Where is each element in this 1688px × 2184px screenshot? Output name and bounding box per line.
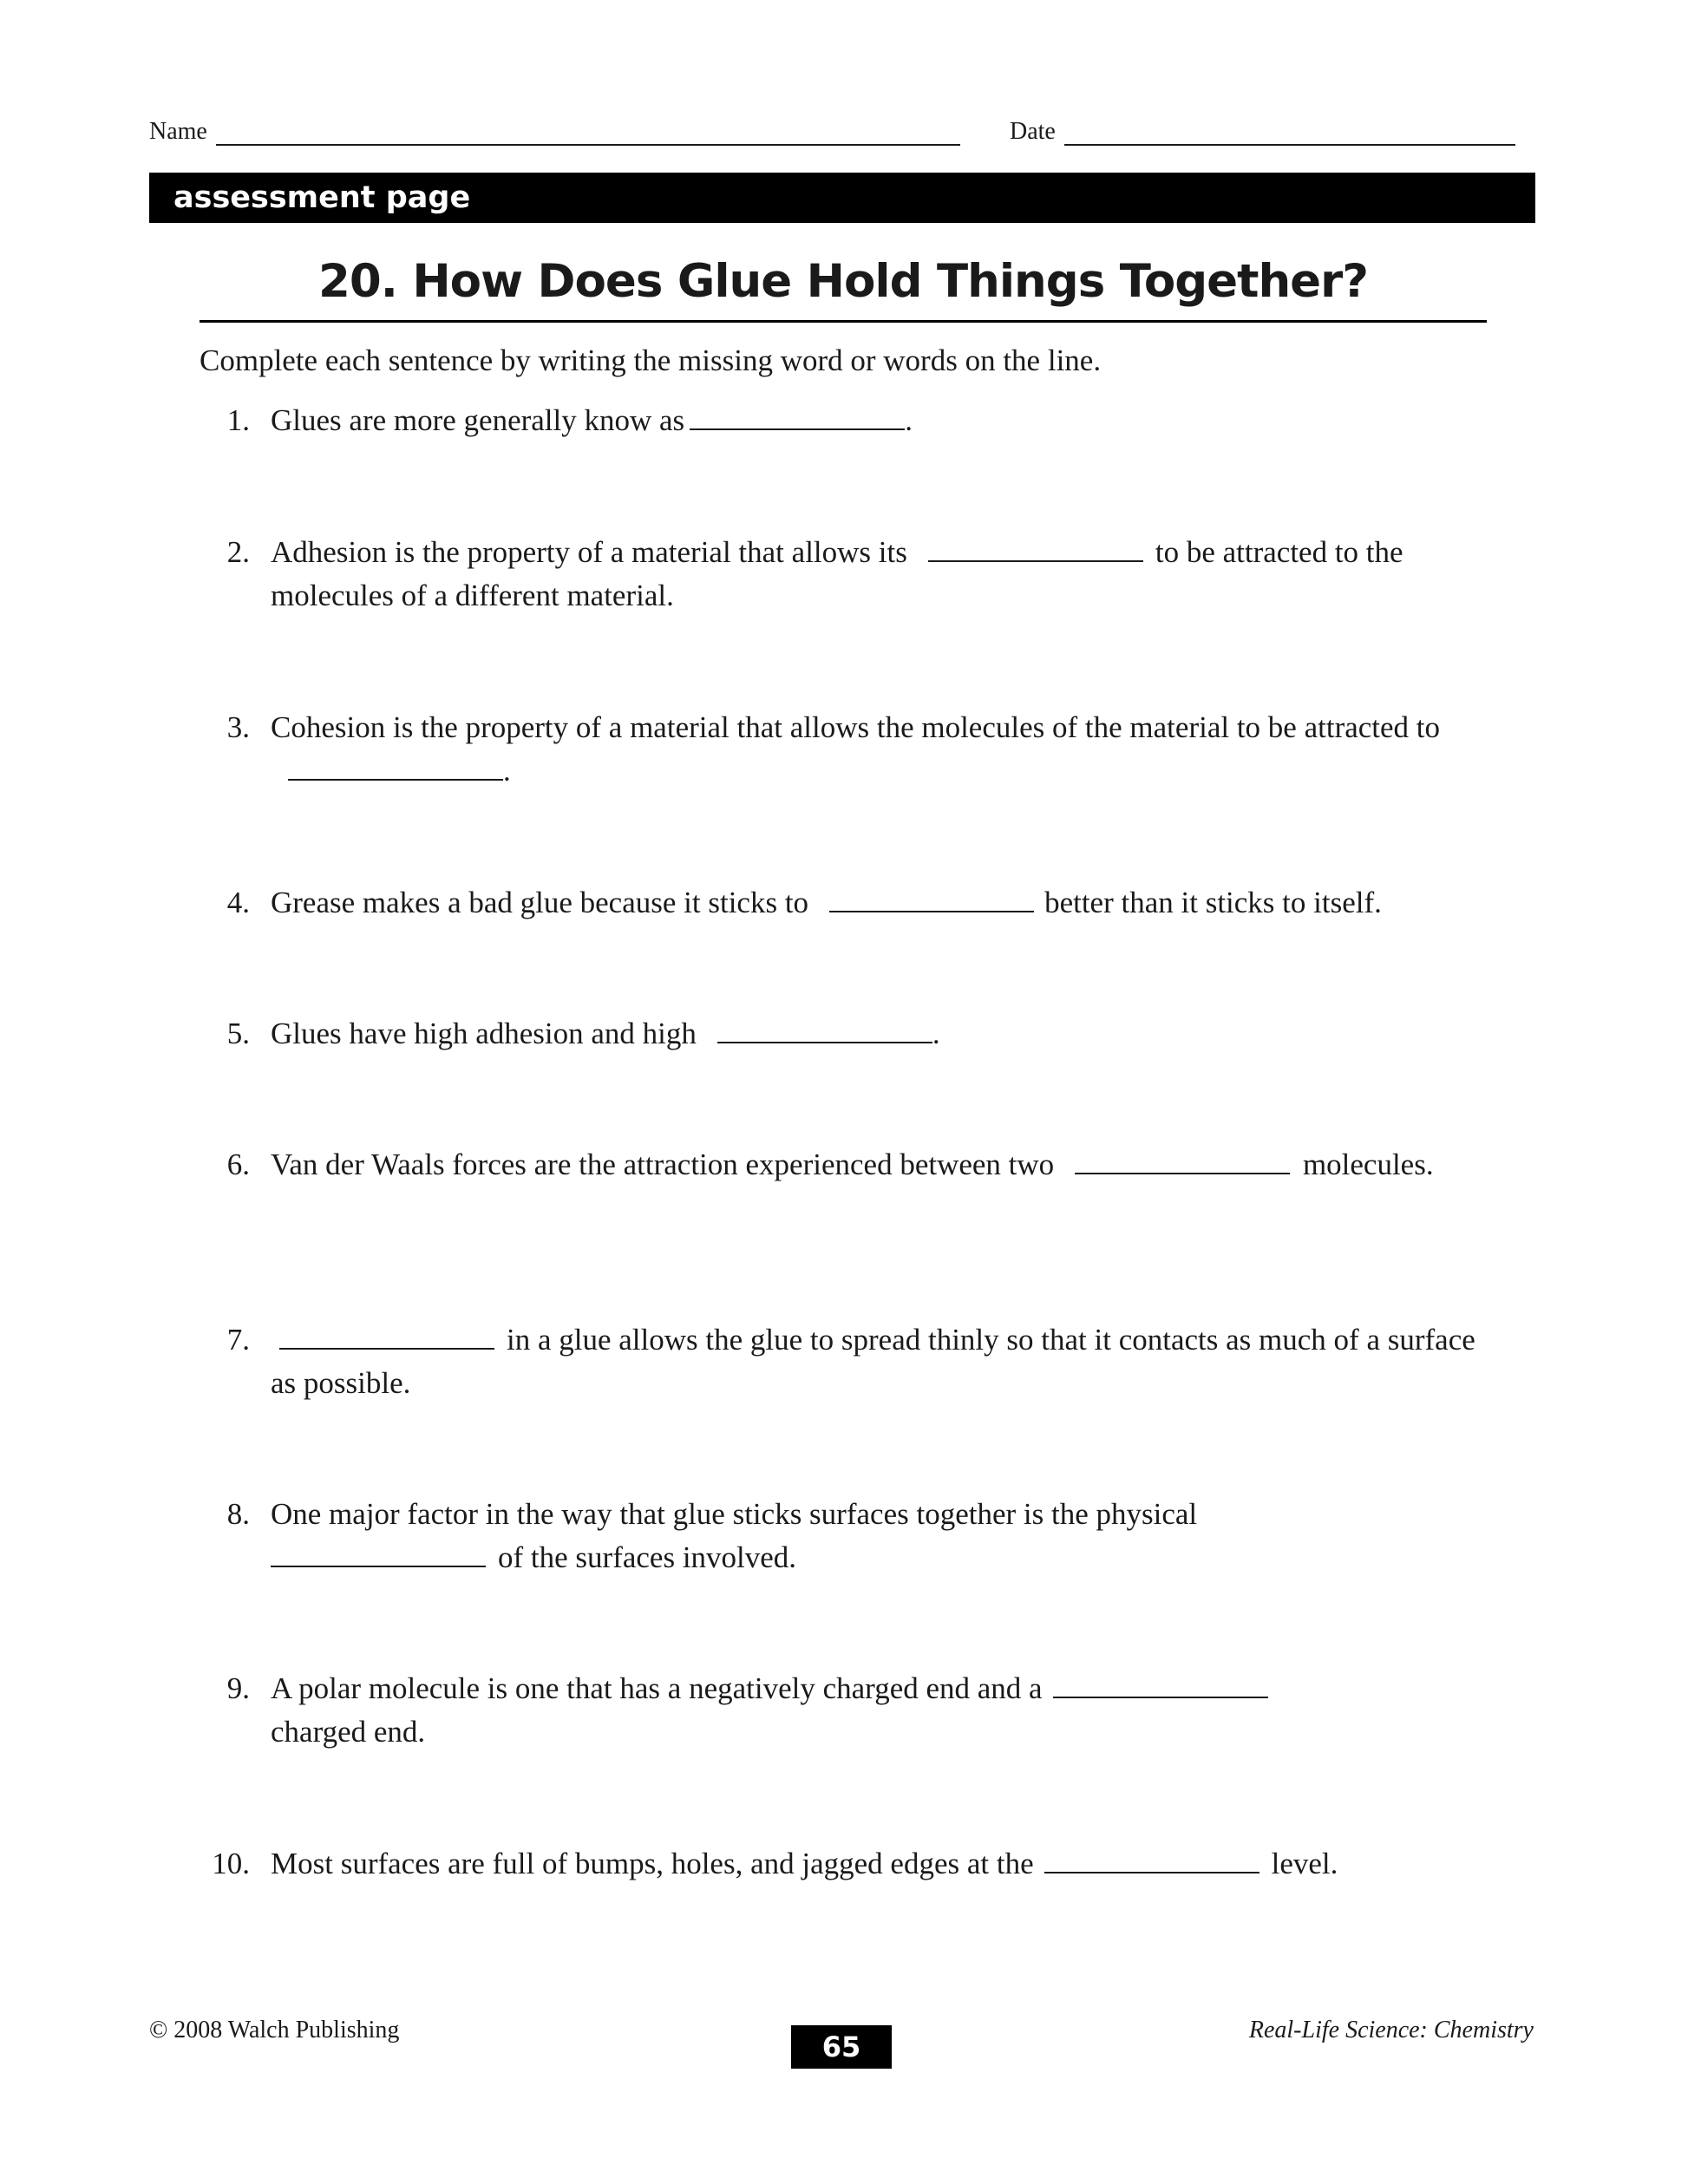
- answer-blank[interactable]: [1075, 1147, 1290, 1174]
- question-8: [200, 1493, 1492, 1579]
- question-text: Van der Waals forces are the attraction experienced between two: [271, 1148, 1055, 1181]
- question-5: [200, 1012, 1492, 1056]
- question-number: 10.: [212, 1847, 250, 1880]
- question-number: 2.: [226, 535, 250, 569]
- date-line[interactable]: [1064, 121, 1515, 146]
- question-7: [200, 1318, 1492, 1405]
- question-text-end: to be attracted to the molecules of a different material.: [271, 535, 1403, 612]
- name-field: [149, 118, 960, 146]
- page-title: 20. How Does Glue Hold Things Together?: [317, 255, 1369, 308]
- question-1: [200, 399, 1492, 442]
- question-4: [200, 881, 1492, 925]
- question-number: 6.: [226, 1148, 250, 1181]
- answer-blank[interactable]: [288, 753, 503, 781]
- question-text: One major factor in the way that glue sticks surfaces together is the physical: [271, 1497, 1198, 1531]
- question-number: 7.: [226, 1323, 250, 1357]
- section-banner: assessment page: [149, 173, 1535, 223]
- answer-blank[interactable]: [271, 1540, 486, 1567]
- question-text: A polar molecule is one that has a negatively charged end and a: [271, 1671, 1043, 1705]
- date-field: [1010, 118, 1515, 146]
- question-text: Adhesion is the property of a material that allows its: [271, 535, 907, 569]
- name-line[interactable]: [216, 121, 960, 146]
- question-text-end: .: [932, 1017, 940, 1050]
- answer-blank[interactable]: [717, 1016, 932, 1043]
- question-2: [200, 531, 1492, 618]
- question-number: 8.: [226, 1497, 250, 1531]
- instructions: Complete each sentence by writing the missing word or words on the line.: [200, 343, 1102, 377]
- answer-blank[interactable]: [1044, 1846, 1259, 1873]
- question-text-end: .: [503, 754, 511, 788]
- question-9: [200, 1667, 1492, 1754]
- question-number: 9.: [226, 1671, 250, 1705]
- student-info-row: [149, 118, 1528, 149]
- question-10: [200, 1842, 1492, 1886]
- question-number: 1.: [226, 403, 250, 437]
- question-text-end: of the surfaces involved.: [498, 1540, 797, 1574]
- question-6: [200, 1143, 1492, 1187]
- title-underline: [200, 320, 1487, 323]
- question-text: Most surfaces are full of bumps, holes, and jagged edges at the: [271, 1847, 1034, 1880]
- page-number: 65: [791, 2025, 892, 2069]
- name-label: Name: [149, 118, 207, 145]
- date-label: Date: [1010, 118, 1056, 145]
- answer-blank[interactable]: [690, 402, 905, 430]
- question-3: [200, 706, 1492, 793]
- question-text: Cohesion is the property of a material that allows the molecules of the material to be attracted to: [271, 710, 1441, 744]
- question-text-end: molecules.: [1302, 1148, 1434, 1181]
- question-text: Glues are more generally know as: [271, 403, 685, 437]
- question-number: 4.: [226, 886, 250, 919]
- copyright-notice: © 2008 Walch Publishing: [149, 2017, 400, 2043]
- answer-blank[interactable]: [279, 1322, 494, 1350]
- question-number: 3.: [226, 710, 250, 744]
- answer-blank[interactable]: [829, 885, 1034, 912]
- question-text-end: level.: [1271, 1847, 1338, 1880]
- question-text-end: in a glue allows the glue to spread thinly so that it contacts as much of a surface as possible.: [271, 1323, 1475, 1400]
- question-text: Grease makes a bad glue because it sticks to: [271, 886, 809, 919]
- answer-blank[interactable]: [928, 534, 1143, 562]
- question-text-end: .: [905, 403, 913, 437]
- question-text-end: charged end.: [271, 1715, 426, 1749]
- book-title: Real-Life Science: Chemistry: [1248, 2017, 1534, 2043]
- question-text: Glues have high adhesion and high: [271, 1017, 697, 1050]
- question-number: 5.: [226, 1017, 250, 1050]
- question-text-end: better than it sticks to itself.: [1044, 886, 1382, 919]
- answer-blank[interactable]: [1053, 1671, 1268, 1698]
